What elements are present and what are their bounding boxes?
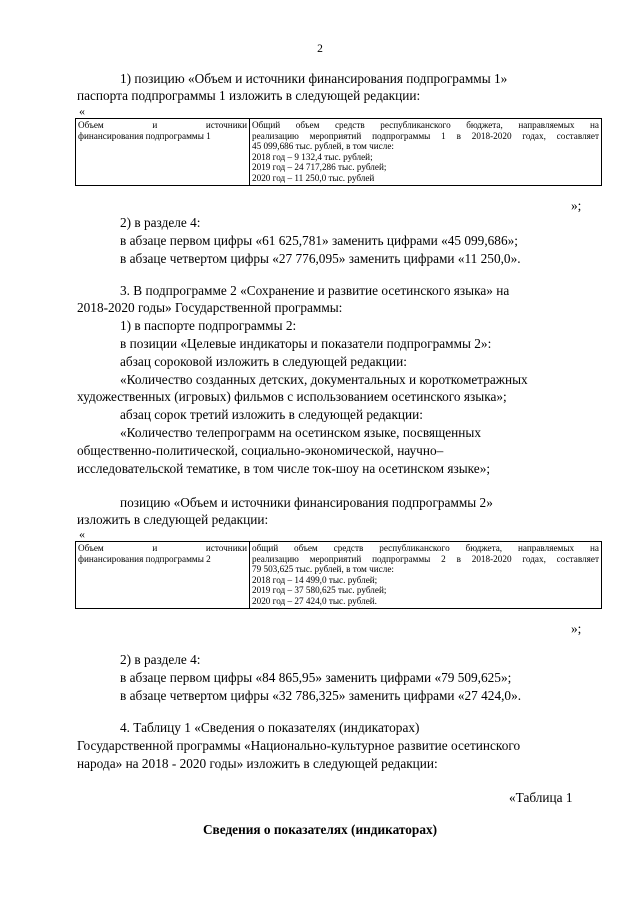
table1-quote-open: « [79,104,85,118]
table-label: «Таблица 1 [509,790,573,805]
table2-quote-open: « [79,527,85,541]
item3-line6: «Количество созданных детских, документальных и короткометражных [120,372,528,387]
item3-line2: 2018-2020 годы» Государственной программы: [77,300,343,315]
section4a-line3: в абзаце четвертом цифры «27 776,095» заменить цифрами «11 250,0». [120,251,521,266]
table1-left-word3: источники [205,120,247,130]
item3-line3: 1) в паспорте подпрограммы 2: [120,318,297,333]
item3-line11: исследовательской тематике, в том числе ток-шоу на осетинском языке»; [77,461,491,476]
table1-right-line: реализацию мероприятий подпрограммы 1 в 2018-2020 годах, составляет [252,130,599,141]
table2-right-line: 2020 год – 27 424,0 тыс. рублей. [252,595,377,606]
item3-line8: абзац сорок третий изложить в следующей редакции: [120,407,423,422]
table1-right-line: 2020 год – 11 250,0 тыс. рублей [252,172,375,183]
item3-line9: «Количество телепрограмм на осетинском языке, посвященных [120,425,481,440]
table2-left-cell [76,542,250,609]
financing-table-1 [75,118,602,186]
table1-left-line2: финансирования подпрограммы 1 [78,130,211,141]
table2-right-line: 79 503,625 тыс. рублей, в том числе: [252,564,394,575]
table2-right-cell [250,542,602,609]
page-number: 2 [317,43,323,55]
section4b-line3: в абзаце четвертом цифры «32 786,325» заменить цифрами «27 424,0». [120,688,522,703]
item3-line5: абзац сороковой изложить в следующей редакции: [120,354,407,369]
item-pos2-line1: позицию «Объем и источники финансирования подпрограммы 2» [120,495,493,510]
item3-line1: 3. В подпрограмме 2 «Сохранение и развитие осетинского языка» на [120,283,510,298]
table2-left-line2: финансирования подпрограммы 2 [78,553,211,564]
item4-line2: Государственной программы «Национально-культурное развитие осетинского [77,738,521,753]
item4-line3: народа» на 2018 - 2020 годы» изложить в следующей редакции: [77,756,438,771]
section4b-line1: 2) в разделе 4: [120,652,201,667]
item3-line4: в позиции «Целевые индикаторы и показатели подпрограммы 2»: [120,336,492,351]
item1-line2: паспорта подпрограммы 1 изложить в следующей редакции: [77,88,421,103]
table2-quote-close: »; [571,621,582,636]
table1-left-cell [76,119,250,186]
table1-left-word2: и [152,120,158,130]
table2-right-line: 2019 год – 37 580,625 тыс. рублей; [252,585,387,596]
financing-table-2 [75,541,602,609]
table1-right-line: 2018 год – 9 132,4 тыс. рублей; [252,151,373,162]
section4a-line1: 2) в разделе 4: [120,215,201,230]
table2-left-word3: источники [205,543,247,553]
table2-right-line: реализацию мероприятий подпрограммы 2 в 2018-2020 годах, составляет [252,553,599,564]
item-pos2-line2: изложить в следующей редакции: [77,512,269,527]
section-heading: Сведения о показателях (индикаторах) [202,822,438,837]
table1-right-line: 2019 год – 24 717,286 тыс. рублей; [252,162,387,173]
table1-right-line: Общий объем средств республиканского бюджета, направляемых на [252,120,599,130]
table2-left-word2: и [152,543,158,553]
section4b-line2: в абзаце первом цифры «84 865,95» заменить цифрами «79 509,625»; [120,670,512,685]
item3-line7: художественных (игровых) фильмов с использованием осетинского языка»; [77,389,507,404]
table1-right-cell [250,119,602,186]
table1-left-word1: Объем [78,120,104,130]
section4a-line2: в абзаце первом цифры «61 625,781» заменить цифрами «45 099,686»; [120,233,518,248]
item1-line1: 1) позицию «Объем и источники финансирования подпрограммы 1» [120,71,508,86]
table1-quote-close: »; [571,198,582,213]
item4-line1: 4. Таблицу 1 «Сведения о показателях (индикаторах) [120,720,420,735]
table2-left-word1: Объем [78,543,104,553]
table2-right-line: общий объем средств республиканского бюджета, направляемых на [252,543,599,553]
table2-right-line: 2018 год – 14 499,0 тыс. рублей; [252,574,378,585]
table1-right-line: 45 099,686 тыс. рублей, в том числе: [252,141,394,152]
item3-line10: общественно-политической, социально-экономической, научно– [77,443,444,458]
